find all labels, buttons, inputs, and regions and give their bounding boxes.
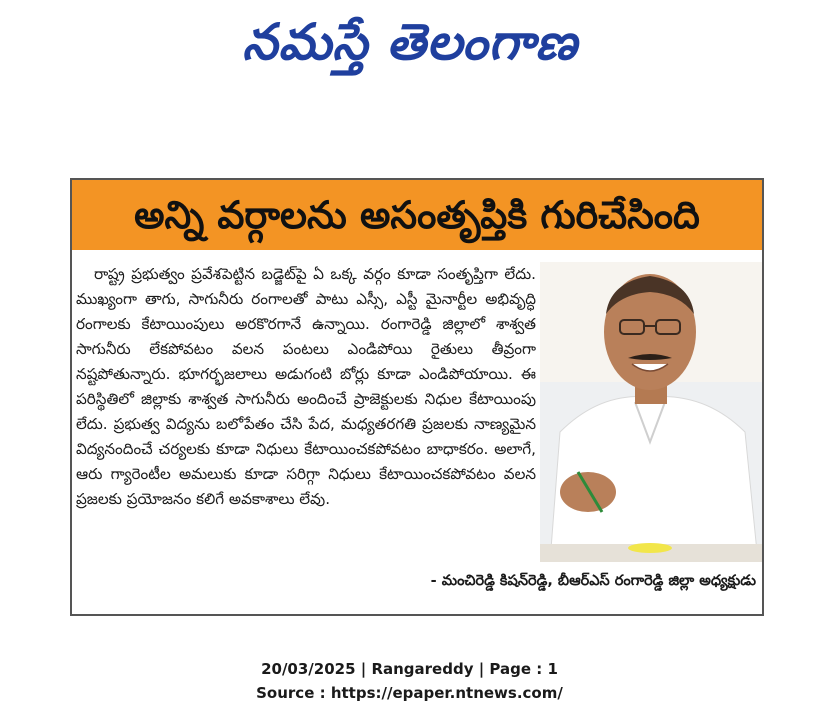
article-quote-attribution: - మంచిరెడ్డి కిషన్‌రెడ్డి, బీఆర్‌ఎస్ రంగారెడ్డి జిల్లా అధ్యక్షుడు [430, 573, 756, 589]
article-body [76, 262, 536, 572]
person-illustration [540, 262, 762, 562]
footer-date-edition: 20/03/2025 | Rangareddy | Page : 1 [261, 660, 558, 678]
footer-source-link: Source : https://epaper.ntnews.com/ [256, 684, 563, 702]
newspaper-masthead: నమస్తే తెలంగాణ [242, 13, 578, 71]
article-paragraph: రాష్ట్ర ప్రభుత్వం ప్రవేశపెట్టిన బడ్జెట్‌పై ఏ ఒక్క వర్గం కూడా సంతృప్తిగా లేదు. ముఖ్యంగా తాగు, సాగునీరు రంగాలతో పాటు ఎస్సీ, ఎస్టీ మైనార్టీల అభివృద్ధి రంగాలకు కేటాయింపులు అరకొరగానే ఉన్నాయి. రంగారెడ్డి జిల్లాలో శాశ్వత సాగునీరు లేకపోవటం వలన పంటలు ఎండిపోయి రైతులు తీవ్రంగా నష్టపోతున్నారు. భూగర్భజలాలు అడుగంటి బోర్లు కూడా ఎండిపోయాయి. ఈ పరిస్థితిలో జిల్లాకు శాశ్వత సాగునీరు అందించే ప్రాజెక్టులకు నిధుల కేటాయింపు లేదు. ప్రభుత్వ విద్యను బలోపేతం చేసి పేద, మధ్యతరగతి ప్రజలకు నాణ్యమైన విద్యనందించే చర్యలకు కూడా నిధులు కేటాయించకపోవటం బాధాకరం. అలాగే, ఆరు గ్యారెంటీల అమలుకు కూడా సరిగ్గా నిధులు కేటాయించకపోవటం వలన ప్రజలకు ప్రయోజనం కలిగే అవకాశాలు లేవు. [76, 265, 536, 508]
person-photo [540, 262, 762, 562]
article-clipping [70, 178, 764, 616]
article-headline: అన్ని వర్గాలను అసంతృప్తికి గురిచేసింది [72, 180, 762, 250]
